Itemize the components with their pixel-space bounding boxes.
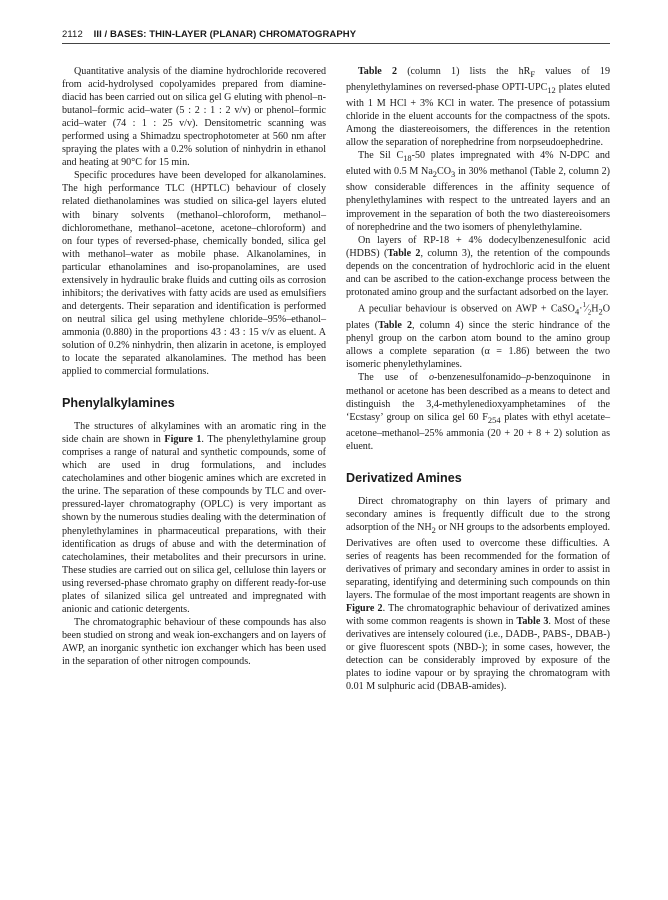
table-3-reference: Table 3 xyxy=(516,616,549,628)
table-2-reference: Table 2 xyxy=(378,320,413,332)
running-head xyxy=(62,29,610,40)
paragraph-table2-column1: Table 2 (column 1) lists the $hR_F$ values of 19 phenylethylamines on reversed-phase OPTI-$UPC_{12}$ plates eluted with 1 M HCl + 3% KCl in water. The presence of potassium chloride in the eluent accounts for the compactness of the spots. Among the diastereoisomers, the differences in the retention allow the separation of norephedrine from norpseudoephedrine. xyxy=(346,66,610,149)
paragraph-diamine-analysis: Quantitative analysis of the diamine hydrochloride recovered from acid-hydrolysed copolyamides prepared from diamine-diacid has been carried out on silica gel G eluting with phenol–n-butanol–formic acid–water (5 : 2 : 1 : 2 v/v) or phenol–formic acid–water (74 : 1 : 25 v/v). Densitometric scanning was performed using a Shimadzu spectrophotometer at 560 nm after spraying the plates with a 0.2% solution of ninhydrin in ethanol and heating at 90°C for 15 min. xyxy=(62,66,326,169)
figure-2-reference: Figure 2 xyxy=(346,603,383,615)
paragraph-phenylalkylamine-structures: The structures of alkylamines with an aromatic ring in the side chain are shown in Figure 1. The phenylethylamine group comprises a range of natural and synthetic compounds, some of which are used in drug formulations, and includes catecholamines and other biogenic amines which are excreted in the urine. The separation of these compounds by TLC and over-pressured-layer chromatography (OPLC) is very important as shown by the numerous studies dealing with the determination of phenylethylamines in pharmaceutical preparations, with their identification as drugs of abuse and with the determination of catecholamines, their metabolites and their precursors in urine. These studies are carried out on silica gel, cellulose thin layers or using reversed-phase chromato graphy on different ready-for-use plates of silanized silica gel untreated and impregnated with anionic and cationic detergents. xyxy=(62,421,326,615)
paragraph-alkanolamines: Specific procedures have been developed for alkanolamines. The high performance TLC (HPTLC) behaviour of closely related diethanolamines was studied on silica-gel layers eluted with binary solvents (methanol–chloroform, methanol–dichloromethane, methanol–acetone, acetone–chloroform) and on four types of reversed-phase, chemically bonded, silica gel with methanol–water as mobile phase. Alkanolamines, in particular ethanolamines and iso-propanolamines, are used extensively in hydraulic brake fluids and cutting oils as corrosion inhibitors; the derivatives with fatty acids are used as emulsifiers and detergents. Their separation and identification is performed on neutral silica gel using methylene chloride–95%–ethanol–ammonia (0.880) in the proportions 43 : 43 : 15 v/v as eluent. A solution of 0.2% ninhydrin, then alizarin in acetone, is employed to locate the separated alkanolamines. The method has been applied to commercial formulations. xyxy=(62,170,326,378)
page-number: 2112 xyxy=(62,29,83,40)
running-title: III / BASES: THIN-LAYER (PLANAR) CHROMATOGRAPHY xyxy=(93,29,357,40)
left-column xyxy=(62,65,326,668)
figure-1-reference: Figure 1 xyxy=(164,434,202,446)
right-column xyxy=(346,65,610,693)
paragraph-sil-c18: The Sil $C_{18}-50$ plates impregnated with 4% N-DPC and eluted with 0.5 M $Na_2CO_3$ in 30% methanol (Table 2, column 2) show considerable differences in the affinity sequence of phenylethylamines with respect to the untreated layers and an improvement in the separation of both the two diastereoisomers of norephedrine and the two isomers of phenylethylamine. xyxy=(346,150,610,233)
table-2-reference: Table 2 xyxy=(387,247,421,259)
paragraph-rp18-hdbs: On layers of RP-18 + 4% dodecylbenzenesulfonic acid (HDBS) (Table 2, column 3), the retention of the compounds depends on the concentration of hydrochloric acid in the eluent and can be ascribed to the cation-exchange process between the protonated amino group and the surfactant adsorbed on the layer. xyxy=(346,234,610,298)
section-heading-phenylalkylamines: Phenylalkylamines xyxy=(62,396,175,411)
section-heading-derivatized-amines: Derivatized Amines xyxy=(346,470,462,485)
paragraph-ecstasy-detection: The use of o-benzenesulfonamido–p-benzoquinone in methanol or acetone has been described as a means to detect and distinguish the 3,4-methylenedioxyamphetamines of the ‘Ecstasy’ group on silica gel 60 $F_{254}$ plates with ethyl acetate–acetone–methanol–25% ammonia (20 + 20 + 8 + 2) solution as eluent. xyxy=(346,372,610,452)
paragraph-derivatized-amines: Direct chromatography on thin layers of primary and secondary amines is frequently difficult due to the strong adsorption of the $NH_2$ or NH groups to the adsorbents employed. Derivatives are often used to overcome these difficulties. A series of reagents has been recommended for the formation of derivatives of primary and secondary amines in order to assist in separating, identifying and determining such compounds on thin layers. The formulae of the most important reagents are shown in Figure 2. The chromatographic behaviour of derivatized amines with some common reagents is shown in Table 3. Most of these derivatives are intensely coloured (i.e., DADB-, PABS-, DBAB-) or give fluorescent spots (NBD-); in some cases, however, the detection can be considerably improved by exposure of the plates to iodine vapour or by spraying the chromatogram with 0.01 M sulphuric acid (DBAB-amides). xyxy=(346,495,610,693)
paragraph-awp-caso4: A peculiar behaviour is observed on AWP + $CaSO_4\cdot^1⁄_2H_2O$ plates (Table 2, column 4) since the steric hindrance of the phenyl group on the carbon atom bound to the amino group allows a complete separation (α = 1.86) between the two isomeric phenylethylamines. xyxy=(346,300,611,371)
table-2-reference: Table 2 xyxy=(358,66,397,77)
header-rule xyxy=(62,43,610,44)
paragraph-ion-exchangers: The chromatographic behaviour of these compounds has also been studied on strong and weak ion-exchangers and on layers of AWP, an inorganic synthetic ion exchanger which has been used in the separation of other nitrogen compounds. xyxy=(62,616,326,667)
